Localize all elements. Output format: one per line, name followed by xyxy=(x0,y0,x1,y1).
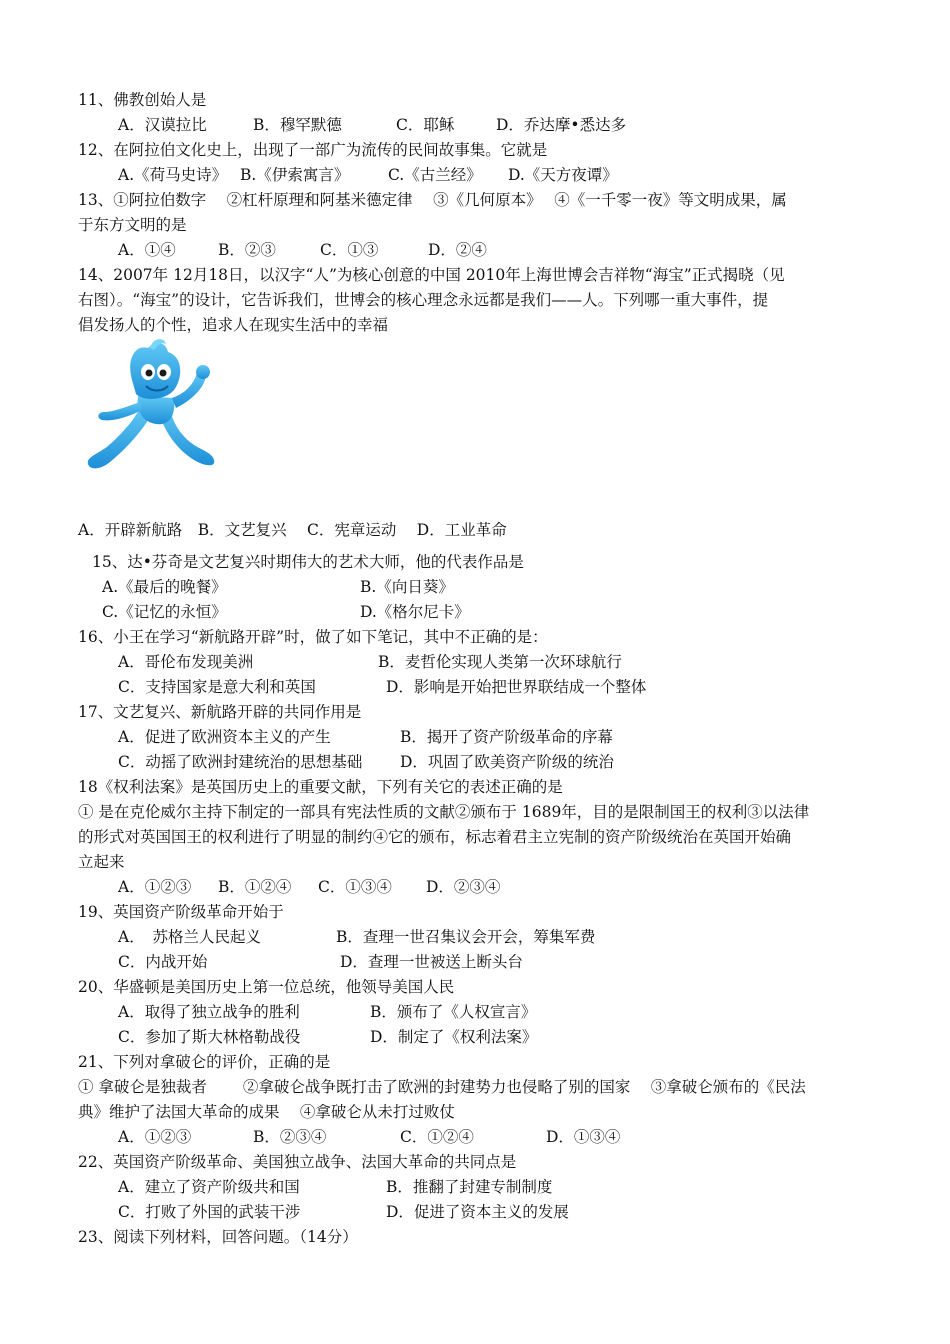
q16-option-c[interactable]: C．支持国家是意大利和英国 xyxy=(118,678,316,696)
q11-option-d[interactable]: D．乔达摩•悉达多 xyxy=(496,116,627,134)
haibao-mascot-image xyxy=(82,336,232,482)
q20-stem: 20、华盛顿是美国历史上第一位总统，他领导美国人民 xyxy=(78,978,455,996)
q18-stem: 18《权利法案》是英国历史上的重要文献，下列有关它的表述正确的是 xyxy=(78,778,563,796)
q21-option-d[interactable]: D．①③④ xyxy=(546,1128,621,1146)
q13-option-d[interactable]: D．②④ xyxy=(428,241,487,259)
q12-option-d[interactable]: D.《天方夜谭》 xyxy=(508,166,618,184)
q23-stem: 23、阅读下列材料，回答问题。（14分） xyxy=(78,1228,358,1246)
q12-option-c[interactable]: C.《古兰经》 xyxy=(388,166,482,184)
q18-option-a[interactable]: A．①②③ xyxy=(118,878,192,896)
q21-body-line1: ① 拿破仑是独裁者 ②拿破仑战争既打击了欧洲的封建势力也侵略了别的国家 ③拿破仑颁布的《民法 xyxy=(78,1078,806,1096)
q11-option-a[interactable]: A．汉谟拉比 xyxy=(118,116,207,134)
q18-body-line1: ① 是在克伦威尔主持下制定的一部具有宪法性质的文献②颁布于 1689年，目的是限制国王的权利③以法律 xyxy=(78,803,810,821)
q17-option-d[interactable]: D．巩固了欧美资产阶级的统治 xyxy=(400,753,614,771)
q20-option-c[interactable]: C．参加了斯大林格勒战役 xyxy=(118,1028,301,1046)
q14-stem-line3: 倡发扬人的个性，追求人在现实生活中的幸福 xyxy=(78,316,389,334)
q15-option-c[interactable]: C.《记忆的永恒》 xyxy=(102,603,227,621)
q18-body-line3: 立起来 xyxy=(78,853,125,871)
q12-option-b[interactable]: B.《伊索寓言》 xyxy=(240,166,350,184)
q22-option-a[interactable]: A．建立了资产阶级共和国 xyxy=(118,1178,300,1196)
q18-body-line2: 的形式对英国国王的权利进行了明显的制约④它的颁布，标志着君主立宪制的资产阶级统治在英国开始确 xyxy=(78,828,792,846)
q18-option-c[interactable]: C．①③④ xyxy=(318,878,392,896)
q16-option-b[interactable]: B．麦哲伦实现人类第一次环球航行 xyxy=(378,653,622,671)
q16-stem: 16、小王在学习“新航路开辟”时，做了如下笔记，其中不正确的是： xyxy=(78,628,548,646)
q13-option-a[interactable]: A．①④ xyxy=(118,241,176,259)
q16-option-d[interactable]: D．影响是开始把世界联结成一个整体 xyxy=(386,678,647,696)
q13-stem-line2: 于东方文明的是 xyxy=(78,216,187,234)
q17-stem: 17、文艺复兴、新航路开辟的共同作用是 xyxy=(78,703,362,721)
q11-option-c[interactable]: C．耶稣 xyxy=(396,116,455,134)
q11-option-b[interactable]: B．穆罕默德 xyxy=(253,116,342,134)
q15-option-d[interactable]: D.《格尔尼卡》 xyxy=(360,603,470,621)
q22-option-c[interactable]: C．打败了外国的武装干涉 xyxy=(118,1203,301,1221)
q22-option-b[interactable]: B．推翻了封建专制制度 xyxy=(386,1178,553,1196)
q20-option-d[interactable]: D．制定了《权利法案》 xyxy=(370,1028,538,1046)
q14-stem-line2: 右图）。“海宝”的设计，它告诉我们，世博会的核心理念永远都是我们——人。下列哪一重大事件，提 xyxy=(78,291,769,309)
q17-option-a[interactable]: A．促进了欧洲资本主义的产生 xyxy=(118,728,331,746)
q19-stem: 19、英国资产阶级革命开始于 xyxy=(78,903,284,921)
q21-option-c[interactable]: C．①②④ xyxy=(400,1128,474,1146)
q12-option-a[interactable]: A.《荷马史诗》 xyxy=(118,166,228,184)
q22-option-d[interactable]: D．促进了资本主义的发展 xyxy=(386,1203,569,1221)
q18-option-d[interactable]: D．②③④ xyxy=(426,878,501,896)
q19-option-d[interactable]: D．查理一世被送上断头台 xyxy=(340,953,523,971)
q20-option-b[interactable]: B．颁布了《人权宣言》 xyxy=(370,1003,537,1021)
q21-body-line2: 典》维护了法国大革命的成果 ④拿破仑从未打过败仗 xyxy=(78,1103,455,1121)
q16-option-a[interactable]: A．哥伦布发现美洲 xyxy=(118,653,254,671)
q17-option-b[interactable]: B．揭开了资产阶级革命的序幕 xyxy=(400,728,613,746)
q19-option-a[interactable]: A． 苏格兰人民起义 xyxy=(118,928,261,946)
q14-stem-line1: 14、2007年 12月18日，以汉字“人”为核心创意的中国 2010年上海世博会吉祥物“海宝”正式揭晓（见 xyxy=(78,266,785,284)
q19-option-b[interactable]: B．查理一世召集议会开会，筹集军费 xyxy=(336,928,596,946)
q21-option-a[interactable]: A．①②③ xyxy=(118,1128,192,1146)
q17-option-c[interactable]: C．动摇了欧洲封建统治的思想基础 xyxy=(118,753,363,771)
q18-option-b[interactable]: B．①②④ xyxy=(218,878,292,896)
q19-option-c[interactable]: C．内战开始 xyxy=(118,953,208,971)
q13-option-c[interactable]: C．①③ xyxy=(320,241,379,259)
q12-stem: 12、在阿拉伯文化史上，出现了一部广为流传的民间故事集。它就是 xyxy=(78,141,548,159)
q15-option-a[interactable]: A.《最后的晚餐》 xyxy=(102,578,227,596)
q21-stem: 21、下列对拿破仑的评价，正确的是 xyxy=(78,1053,331,1071)
q21-option-b[interactable]: B．②③④ xyxy=(253,1128,327,1146)
q13-option-b[interactable]: B．②③ xyxy=(218,241,276,259)
q11-stem: 11、佛教创始人是 xyxy=(78,91,207,109)
q20-option-a[interactable]: A．取得了独立战争的胜利 xyxy=(118,1003,300,1021)
q22-stem: 22、英国资产阶级革命、美国独立战争、法国大革命的共同点是 xyxy=(78,1153,517,1171)
q15-option-b[interactable]: B.《向日葵》 xyxy=(360,578,454,596)
q14-options[interactable]: A．开辟新航路 B．文艺复兴 C．宪章运动 D．工业革命 xyxy=(78,521,507,539)
q13-stem-line1: 13、①阿拉伯数字 ②杠杆原理和阿基米德定律 ③《几何原本》 ④《一千零一夜》等文明成果，属 xyxy=(78,191,787,209)
q15-stem: 15、达•芬奇是文艺复兴时期伟大的艺术大师，他的代表作品是 xyxy=(92,553,524,571)
